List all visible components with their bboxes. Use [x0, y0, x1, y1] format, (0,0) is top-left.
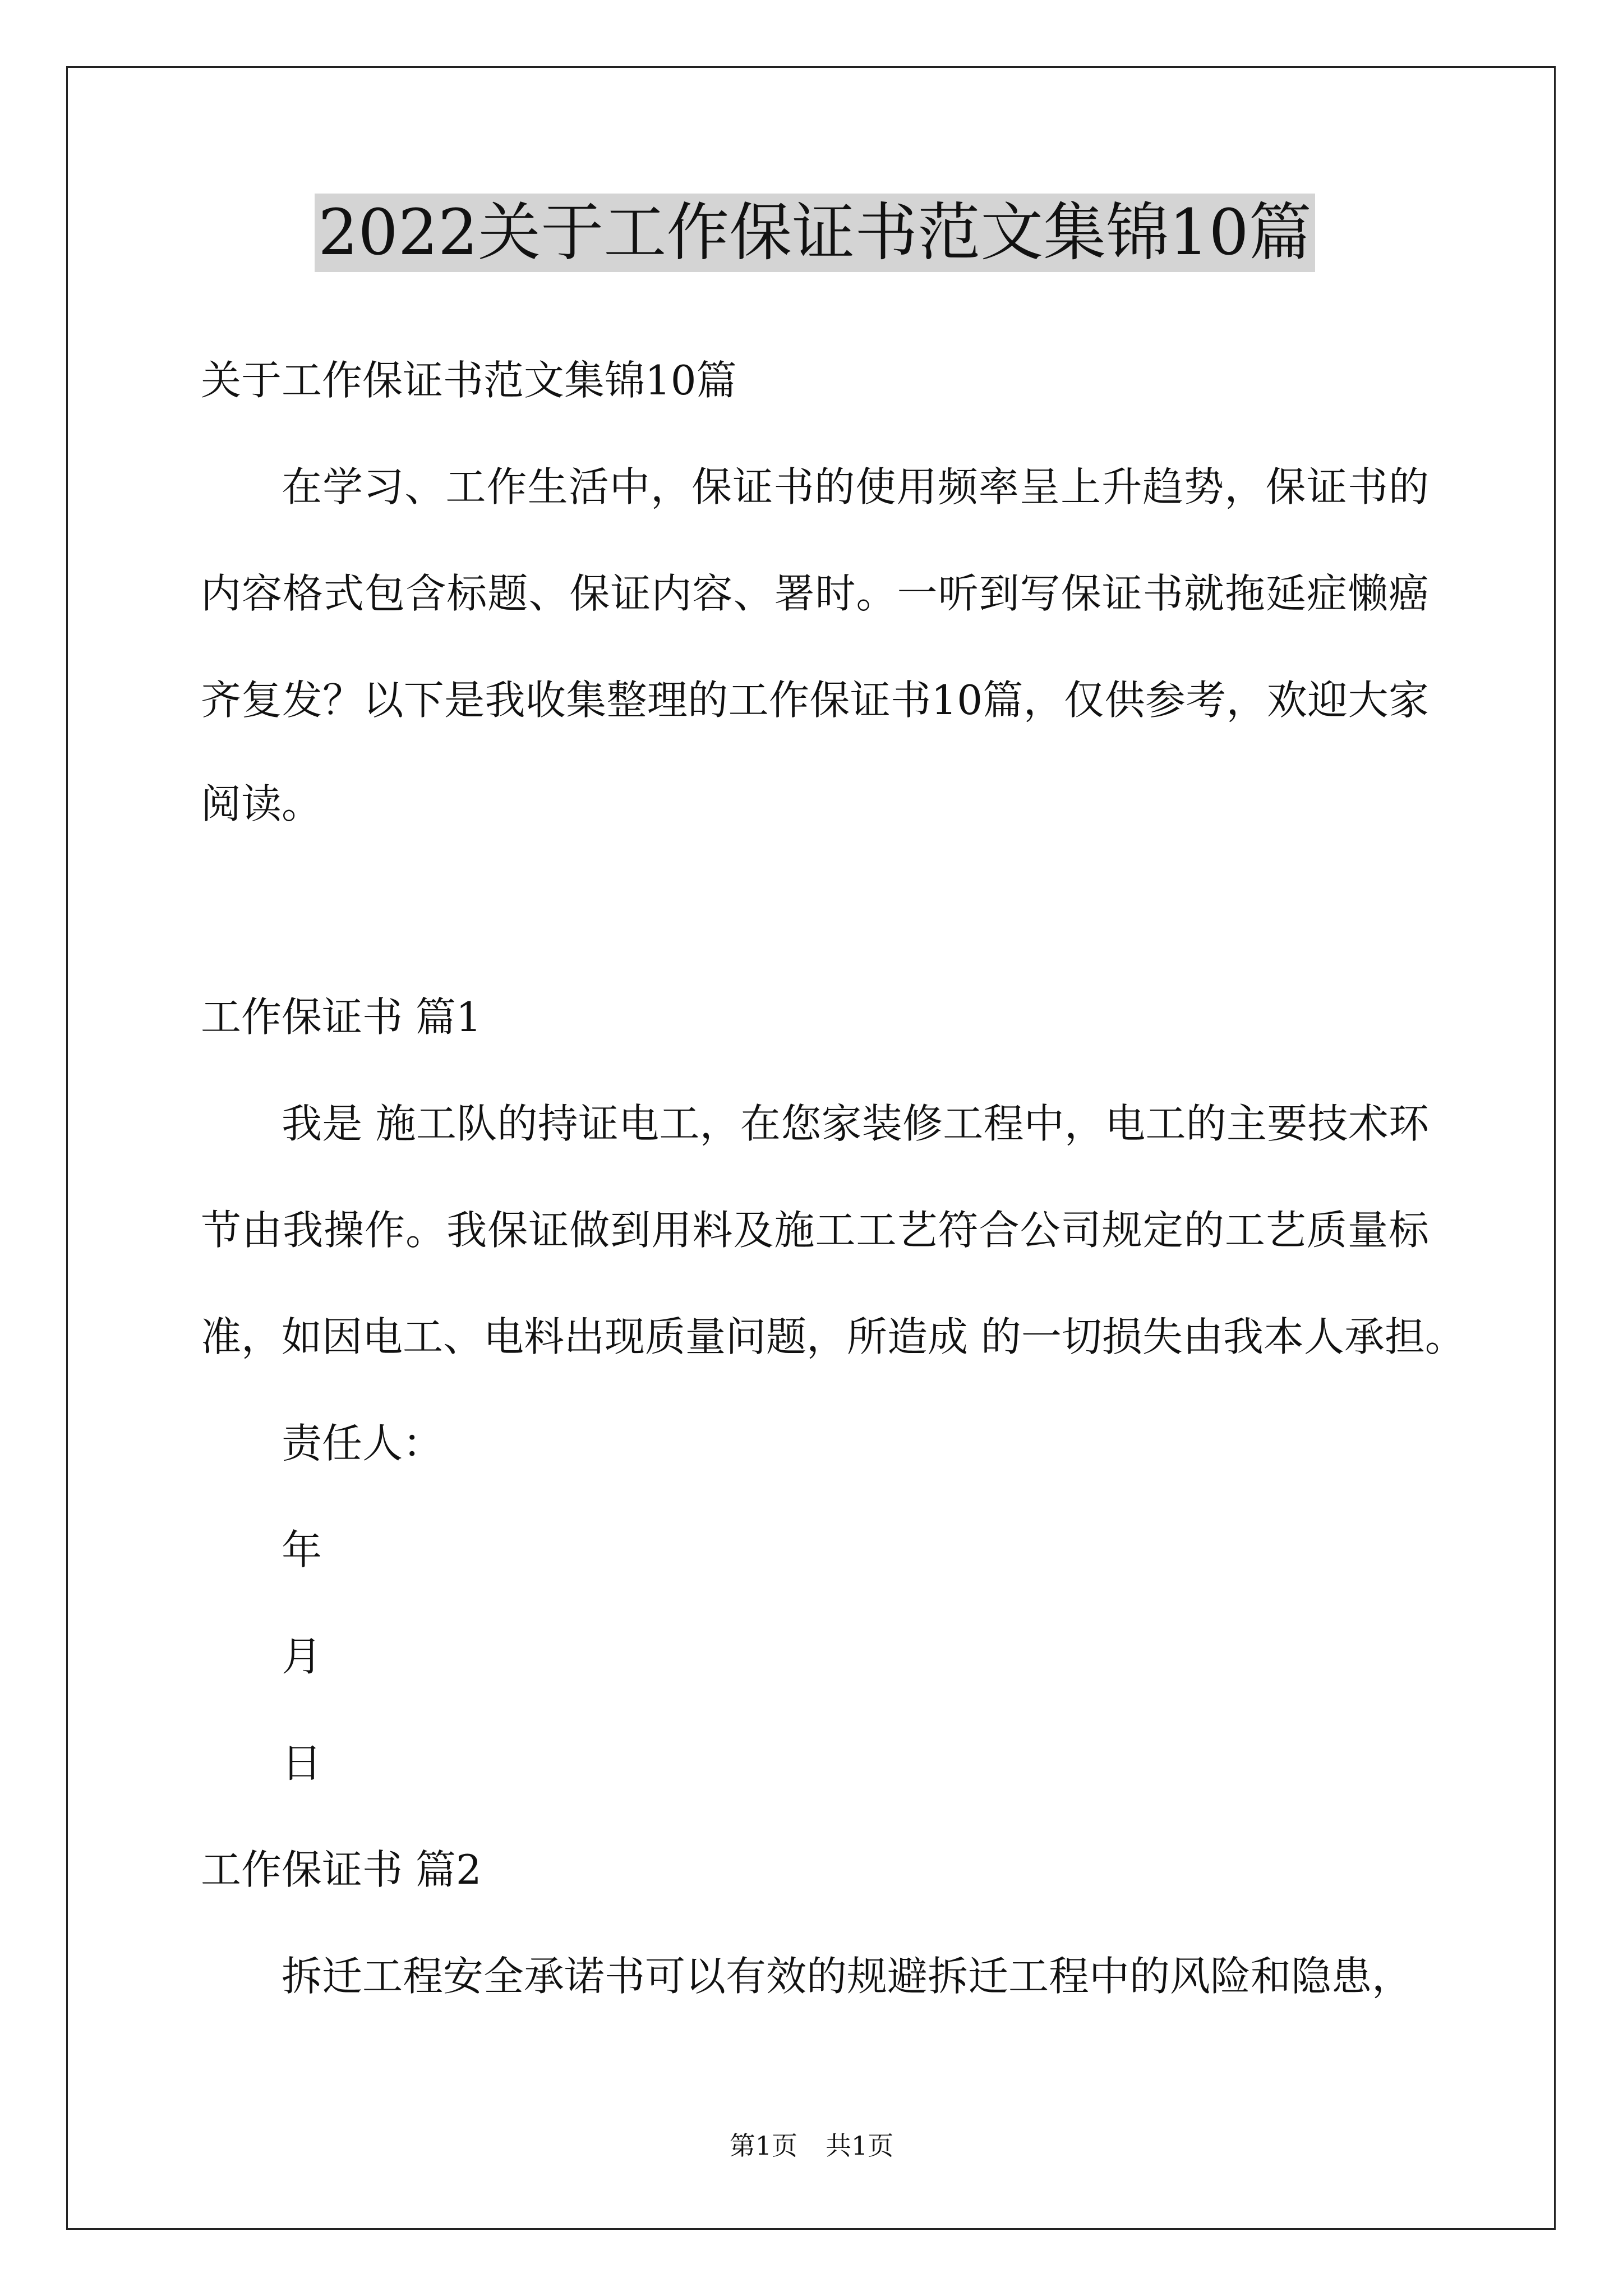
day-label: 日: [282, 1740, 322, 1787]
section-1-line-3: 准，如因电工、电料出现质量问题，所造成 的一切损失由我本人承担。: [201, 1313, 1465, 1360]
intro-line-4: 阅读。: [201, 780, 322, 827]
page-footer: [0, 2129, 1623, 2162]
year-label: 年: [282, 1526, 322, 1573]
intro-line-3: 齐复发？以下是我收集整理的工作保证书10篇，仅供参考，欢迎大家: [201, 677, 1429, 724]
intro-line-1: 在学习、工作生活中，保证书的使用频率呈上升趋势，保证书的: [282, 463, 1429, 510]
page-number: 第1页: [729, 2131, 797, 2161]
responsible-label: 责任人：: [282, 1420, 444, 1467]
intro-line-2: 内容格式包含标题、保证内容、署时。一听到写保证书就拖延症懒癌: [201, 570, 1429, 617]
section-2-line-1: 拆迁工程安全承诺书可以有效的规避拆迁工程中的风险和隐患，: [282, 1953, 1413, 2000]
document-title: 2022关于工作保证书范文集锦10篇: [315, 194, 1315, 272]
section-1-heading: 工作保证书 篇1: [201, 993, 482, 1041]
subtitle: 关于工作保证书范文集锦10篇: [201, 357, 737, 404]
section-2-heading: 工作保证书 篇2: [201, 1846, 482, 1893]
section-1-line-2: 节由我操作。我保证做到用料及施工工艺符合公司规定的工艺质量标: [201, 1207, 1429, 1254]
page-total: 共1页: [826, 2131, 894, 2161]
month-label: 月: [282, 1633, 322, 1680]
section-1-line-1: 我是 施工队的持证电工，在您家装修工程中，电工的主要技术环: [282, 1100, 1429, 1147]
title-wrap: [201, 194, 1429, 272]
